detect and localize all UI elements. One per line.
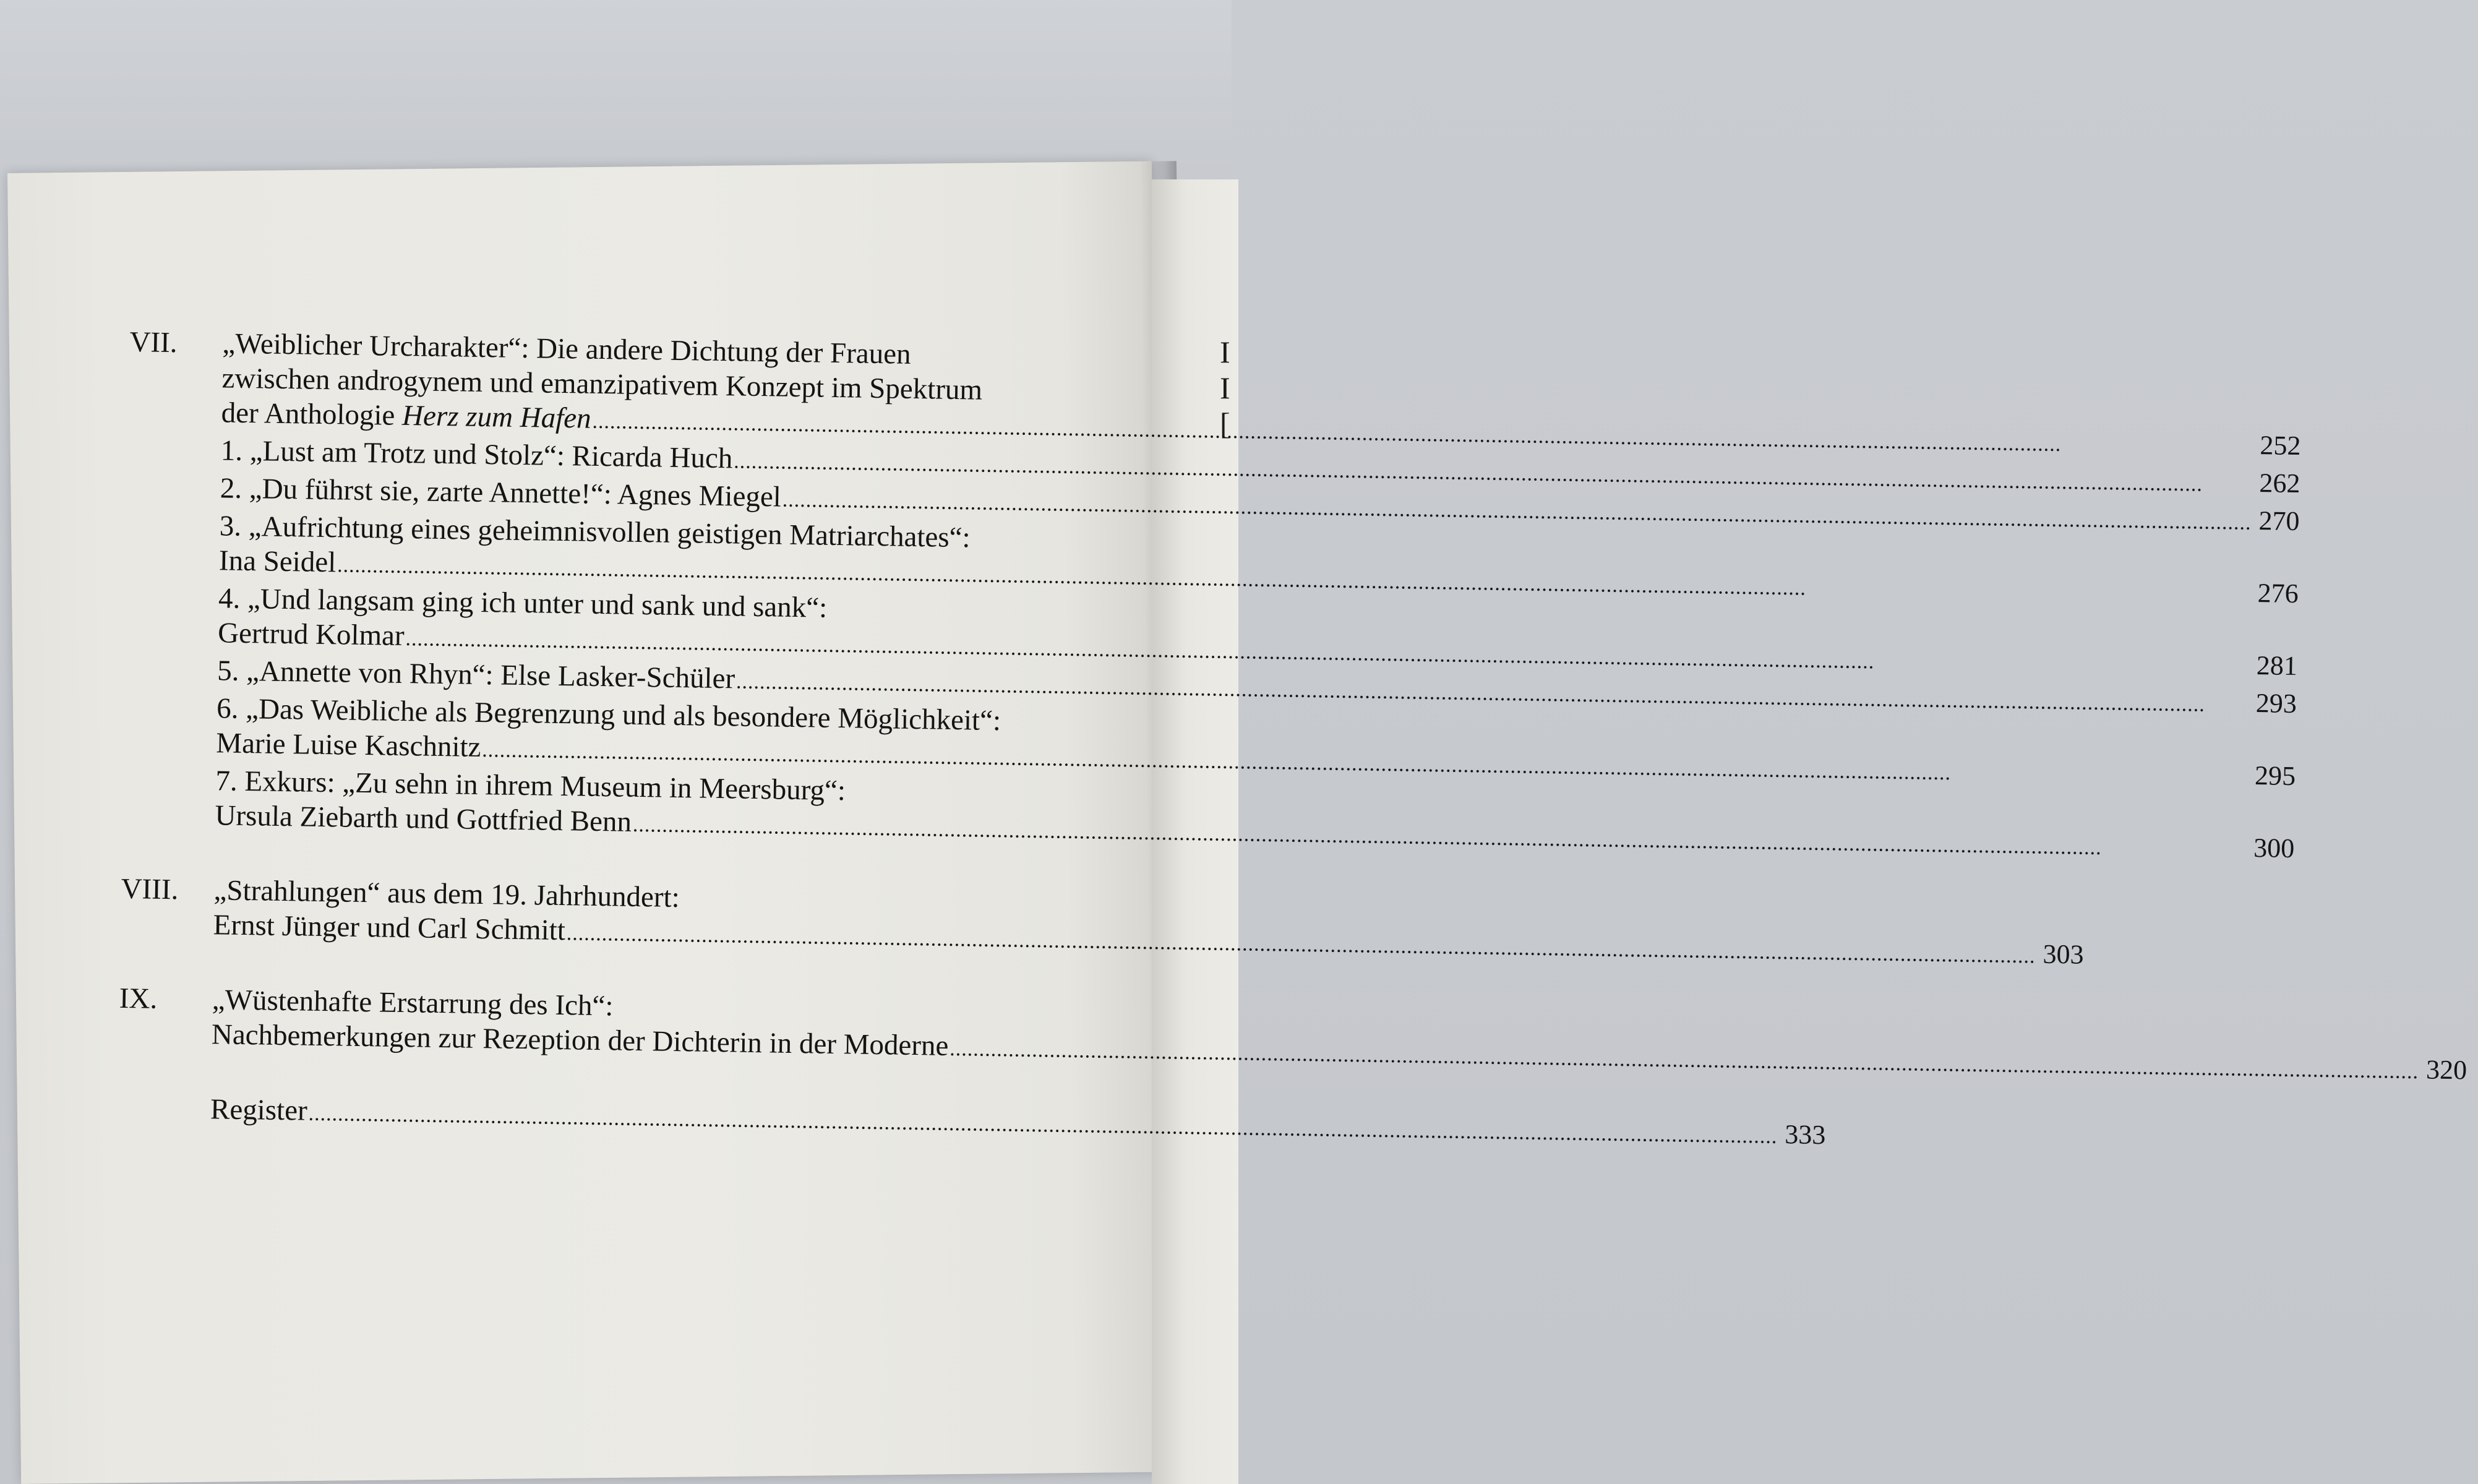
- chapter-title-line: „Weiblicher Urcharakter“: Die andere Dichtung der Frauen: [222, 327, 912, 371]
- section-author: Ursula Ziebarth und Gottfried Benn: [215, 799, 632, 838]
- page-number: 320: [2425, 1054, 2467, 1086]
- chapter-number-empty: [118, 1091, 211, 1130]
- chapter-title-last-line: [221, 395, 591, 435]
- page-number: 293: [2255, 688, 2297, 719]
- right-page-fragment: [: [1220, 406, 1230, 441]
- page-number: 270: [2258, 505, 2300, 537]
- page-number: 262: [2259, 468, 2300, 499]
- section-title: 5. „Annette von Rhyn“: Else Lasker-Schüler: [217, 654, 735, 695]
- table-of-contents: [117, 325, 2467, 1180]
- title-prefix: der Anthologie: [221, 397, 403, 432]
- chapter-title-line: „Wüstenhafte Erstarrung des Ich“:: [212, 984, 614, 1023]
- page-number: 333: [1785, 1119, 1826, 1151]
- page-number: 252: [2260, 430, 2301, 461]
- section-author: Ina Seidel: [218, 544, 337, 579]
- chapter-body: [213, 873, 2085, 974]
- section-title: 7. Exkurs: „Zu sehn in ihrem Museum in Meersburg“:: [215, 765, 846, 807]
- section-title: 1. „Lust am Trotz und Stolz“: Ricarda Huch: [220, 434, 733, 475]
- chapter-viii: [120, 872, 2084, 970]
- chapter-body: [211, 982, 2467, 1090]
- chapter-body: [215, 326, 2302, 869]
- dot-leader: [308, 1097, 1778, 1154]
- page-number: 281: [2256, 650, 2298, 682]
- chapter-title-line: Nachbemerkungen zur Rezeption der Dichterin in der Moderne: [211, 1018, 949, 1062]
- page-number: 276: [2257, 578, 2299, 609]
- chapter-title-line: Ernst Jünger und Carl Schmitt: [213, 909, 566, 947]
- section-title: 3. „Aufrichtung eines geheimnisvollen geistigen Matriarchates“:: [219, 510, 971, 554]
- page-number: 300: [2253, 833, 2295, 864]
- register-entry: [118, 1091, 1826, 1151]
- chapter-body: [210, 1092, 1826, 1155]
- chapter-ix: [118, 981, 2467, 1086]
- right-page-fragment: I: [1220, 335, 1230, 369]
- anthology-title: Herz zum Hafen: [401, 399, 592, 435]
- section-title: 2. „Du führst sie, zarte Annette!“: Agnes Miegel: [220, 472, 782, 513]
- section-author: Gertrud Kolmar: [217, 617, 405, 653]
- right-page-fragment: I: [1220, 371, 1230, 405]
- register-label: Register: [210, 1093, 308, 1127]
- page-number: 295: [2254, 760, 2296, 792]
- page-number: 303: [2043, 938, 2084, 970]
- section-title: 6. „Das Weibliche als Begrenzung und als besondere Möglichkeit“:: [216, 692, 1001, 737]
- chapter-number: IX.: [119, 982, 158, 1015]
- section-title: 4. „Und langsam ging ich unter und sank und sank“:: [218, 582, 828, 624]
- chapter-number: VII.: [129, 325, 178, 359]
- toc-entry: [210, 1092, 1826, 1155]
- chapter-vii: [122, 325, 2301, 864]
- chapter-title-line: „Strahlungen“ aus dem 19. Jahrhundert:: [213, 874, 680, 914]
- chapter-number: VIII.: [121, 872, 179, 906]
- chapter-title-line: zwischen androgynem und emanzipativem Konzept im Spektrum: [221, 362, 983, 406]
- section-author: Marie Luise Kaschnitz: [215, 727, 481, 763]
